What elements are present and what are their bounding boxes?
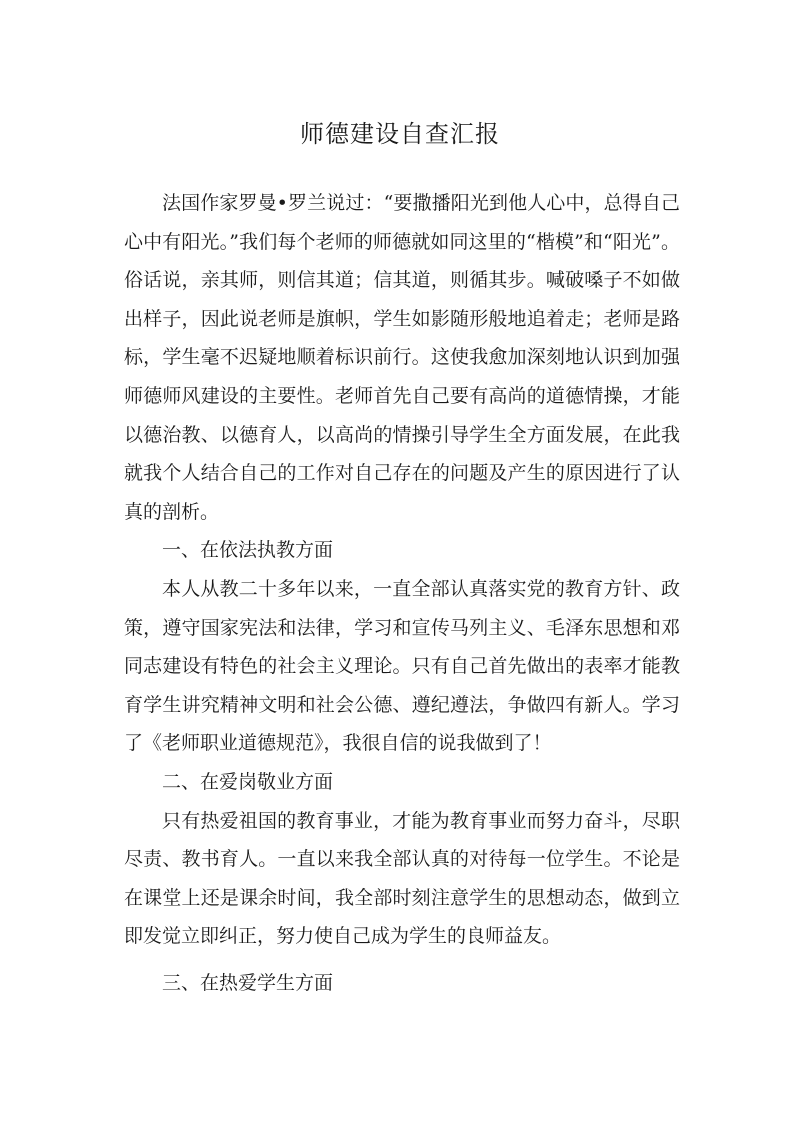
section-body-1: 本人从教二十多年以来，一直全部认真落实党的教育方针、政策，遵守国家宪法和法律，学习和宣传马列主义、毛泽东思想和邓同志建设有特色的社会主义理论。只有自己首先做出的表率才能教育学生讲究精神文明和社会公德、遵纪遵法，争做四有新人。学习了《老师职业道德规范》，我很自信的说我做到了！ [124, 577, 680, 755]
intro-paragraph: 法国作家罗曼•罗兰说过：“要撒播阳光到他人心中，总得自己心中有阳光。”我们每个老师的师德就如同这里的“楷模”和“阳光”。俗话说，亲其师，则信其道；信其道，则循其步。喊破嗓子不如做出样子，因此说老师是旗帜，学生如影随形般地追着走；老师是路标，学生毫不迟疑地顺着标识前行。这使我愈加深刻地认识到加强师德师风建设的主要性。老师首先自己要有高尚的道德情操，才能以德治教、以德育人，以高尚的情操引导学生全方面发展，在此我就我个人结合自己的工作对自己存在的问题及产生的原因进行了认真的剖析。 [124, 192, 680, 523]
document-title: 师德建设自查汇报 [300, 120, 500, 149]
section-body-2: 只有热爱祖国的教育事业，才能为教育事业而努力奋斗，尽职尽责、教书育人。一直以来我全部认真的对待每一位学生。不论是在课堂上还是课余时间，我全部时刻注意学生的思想动态，做到立即发觉立即纠正，努力使自己成为学生的良师益友。 [124, 809, 680, 948]
section-heading-2: 二、在爱岗敬业方面 [162, 770, 334, 793]
section-heading-3: 三、在热爱学生方面 [162, 971, 334, 994]
section-heading-1: 一、在依法执教方面 [162, 539, 334, 562]
document-body [124, 184, 680, 1002]
